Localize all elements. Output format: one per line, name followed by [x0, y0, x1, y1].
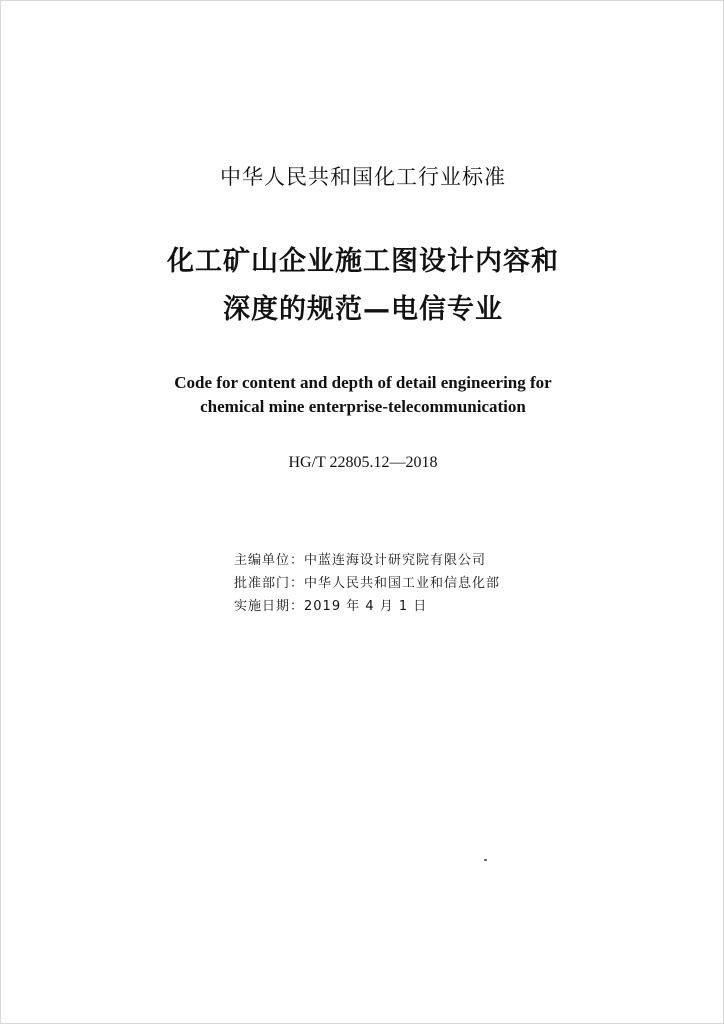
- english-title-line-2: chemical mine enterprise-telecommunication: [200, 397, 526, 416]
- standard-code: HG/T 22805.12—2018: [288, 454, 438, 471]
- standard-category: 中华人民共和国化工行业标准: [220, 165, 506, 189]
- approving-department: 批准部门：中华人民共和国工业和信息化部: [234, 576, 501, 591]
- scan-speck: [484, 859, 487, 861]
- editor-unit: 主编单位：中蓝连海设计研究院有限公司: [234, 553, 487, 568]
- effective-date: 实施日期：2019 年 4 月 1 日: [234, 599, 428, 614]
- chinese-title-line-1: 化工矿山企业施工图设计内容和: [167, 246, 559, 277]
- chinese-title-line-2: 深度的规范—电信专业: [223, 294, 503, 325]
- english-title-line-1: Code for content and depth of detail engineering for: [174, 373, 552, 392]
